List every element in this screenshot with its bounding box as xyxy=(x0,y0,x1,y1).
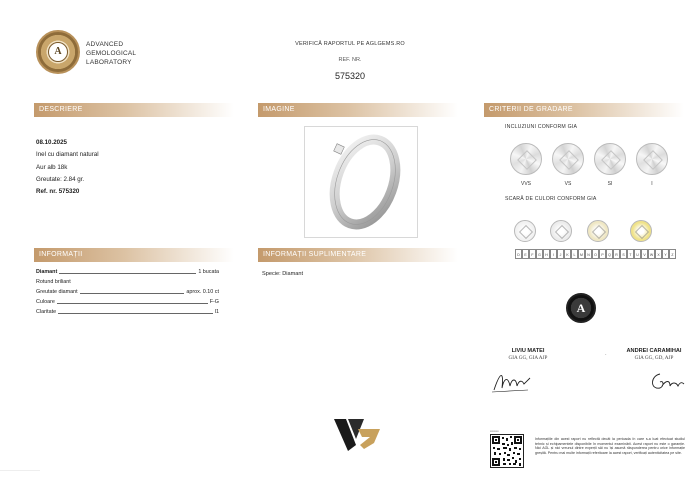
color-scale-cell: F xyxy=(529,249,536,259)
signature-title-1: GIA GG, GIA AJP xyxy=(508,355,548,361)
info-row-label: Claritate xyxy=(36,309,57,315)
color-scale-heading: SCARĂ DE CULORI CONFORM GIA xyxy=(505,196,597,202)
signature-dot: · xyxy=(605,352,607,358)
description-line-1: Inel cu diamant natural xyxy=(36,151,99,158)
verify-report-text: VERIFICĂ RAPORTUL PE AGLGEMS.RO xyxy=(295,41,405,47)
signature-name-2: ANDREI CARAMIHAI xyxy=(626,348,682,354)
info-row-leader xyxy=(80,293,185,294)
clarity-diamond-si xyxy=(594,143,626,175)
color-scale-cell: V xyxy=(641,249,648,259)
info-row xyxy=(36,286,219,295)
ref-number-label: REF. NR. xyxy=(338,57,362,63)
clarity-heading: INCLUZIUNI CONFORM GIA xyxy=(505,124,578,130)
ring-image xyxy=(304,126,418,238)
info-row-value: 1 bucata xyxy=(198,269,219,275)
clarity-diamond-vvs xyxy=(510,143,542,175)
color-scale-cell: K xyxy=(564,249,571,259)
color-swatch-faint-yellow xyxy=(587,220,609,242)
color-scale-cell: O xyxy=(592,249,599,259)
signature-title-2: GIA GG, GD, AJP xyxy=(634,355,674,361)
signature-2 xyxy=(646,368,686,394)
color-scale-cell: X xyxy=(655,249,662,259)
vg-brand-logo xyxy=(334,415,380,455)
clarity-label-vvs: VVS xyxy=(520,181,531,187)
section-informatii: INFORMAȚII xyxy=(34,248,234,262)
section-imagine: IMAGINE xyxy=(258,103,458,117)
color-scale-cell: D xyxy=(515,249,522,259)
color-scale-cell: S xyxy=(620,249,627,259)
lab-name: ADVANCED GEMOLOGICAL LABORATORY xyxy=(86,41,137,66)
info-row xyxy=(36,306,219,315)
description-ref: Ref. nr. 575320 xyxy=(36,188,80,195)
color-scale-cell: H xyxy=(543,249,550,259)
color-scale-cell: E xyxy=(522,249,529,259)
color-scale-cell: Y xyxy=(662,249,669,259)
color-swatch-light-yellow xyxy=(630,220,652,242)
color-scale-cell: W xyxy=(648,249,655,259)
info-row-label: Diamant xyxy=(36,269,58,275)
clarity-label-si: SI xyxy=(607,181,613,187)
color-scale-cell: U xyxy=(634,249,641,259)
color-swatch-near-colorless xyxy=(550,220,572,242)
color-scale-cell: M xyxy=(578,249,585,259)
specie-text: Specie: Diamant xyxy=(262,271,304,277)
info-row-label: Greutate diamant xyxy=(36,289,78,295)
clarity-label-i: I xyxy=(651,181,653,187)
info-row-value: F-G xyxy=(209,299,219,305)
clarity-diamond-i xyxy=(636,143,668,175)
description-line-2: Aur alb 18k xyxy=(36,164,68,171)
color-scale-cell: T xyxy=(627,249,634,259)
color-scale-cell: G xyxy=(536,249,543,259)
agl-seal-logo: A xyxy=(566,293,596,323)
clarity-label-vs: VS xyxy=(564,181,572,187)
info-row xyxy=(36,266,219,275)
info-row xyxy=(36,276,219,285)
section-descriere: DESCRIERE xyxy=(34,103,234,117)
color-scale-cell: Z xyxy=(669,249,676,259)
page-corner xyxy=(0,470,40,494)
section-informatii-suplimentare: INFORMAȚII SUPLIMENTARE xyxy=(258,248,458,262)
ring-illustration xyxy=(305,127,417,237)
color-scale-cell: I xyxy=(550,249,557,259)
info-row-value: aprox. 0.10 ct xyxy=(186,289,219,295)
color-scale-cell: Q xyxy=(606,249,613,259)
qr-code[interactable] xyxy=(490,434,524,468)
info-row-label: Culoare xyxy=(36,299,55,305)
lab-seal-logo: A xyxy=(36,30,80,74)
signature-name-1: LIVIU MATEI xyxy=(511,348,545,354)
color-scale-cell: R xyxy=(613,249,620,259)
report-date: 08.10.2025 xyxy=(36,139,67,146)
info-row-label: Rotund briliant xyxy=(36,279,71,285)
color-scale-cell: N xyxy=(585,249,592,259)
info-row-value: I1 xyxy=(214,309,219,315)
qr-caption: ▪▪▪▪▪▪▪▪ xyxy=(490,429,499,433)
info-row-leader xyxy=(58,313,212,314)
color-scale-cell: J xyxy=(557,249,564,259)
color-scale-cell: P xyxy=(599,249,606,259)
signature-1 xyxy=(490,366,534,396)
info-row xyxy=(36,296,219,305)
info-row-leader xyxy=(57,303,208,304)
color-scale-cell: L xyxy=(571,249,578,259)
clarity-diamond-vs xyxy=(552,143,584,175)
qr-code-pattern xyxy=(491,435,523,467)
color-scale xyxy=(515,249,676,259)
section-criterii: CRITERII DE GRADARE xyxy=(484,103,684,117)
ref-number-value: 575320 xyxy=(334,71,366,81)
disclaimer-text: Informațiile din acest raport nu reflectă decât la perioada în care s-a luat efectuat studiul tehnic și echipamentele disponibile în momentul examinării. Acest raport nu este o garanție. Nici AGL și nici vreunul dintre experții săi nu își asumă răspunderea pentru orice informație greșită. Pentru mai multe informații referitoare la acest raport, verificați autenticitatea pe site. xyxy=(535,437,685,455)
description-line-3: Greutate: 2.84 gr. xyxy=(36,176,85,183)
info-row-leader xyxy=(59,273,196,274)
color-swatch-colorless xyxy=(514,220,536,242)
